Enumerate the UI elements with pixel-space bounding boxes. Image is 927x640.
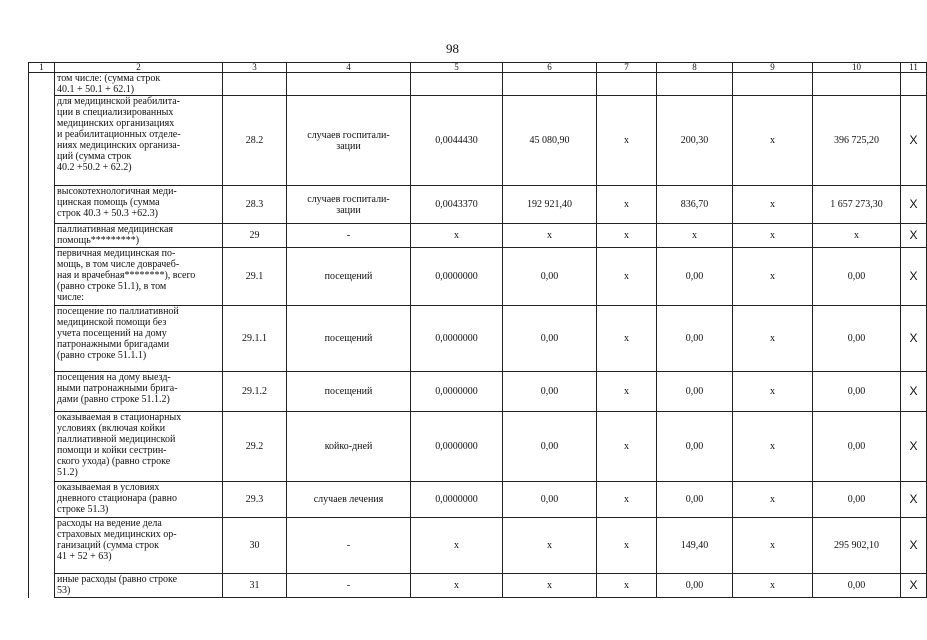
value-cell-7: x [597, 248, 657, 306]
row-code-cell: 29.3 [223, 482, 287, 518]
row-number-cell [29, 96, 55, 186]
table-row [29, 372, 927, 412]
value-cell-9: x [733, 248, 813, 306]
table-row [29, 224, 927, 248]
value-cell-7 [597, 73, 657, 96]
row-code-cell: 30 [223, 518, 287, 574]
value-cell-5: 0,0044430 [411, 96, 503, 186]
value-cell-10 [813, 73, 901, 96]
value-cell-5: x [411, 224, 503, 248]
value-cell-5: 0,0000000 [411, 412, 503, 482]
row-code-cell: 29.2 [223, 412, 287, 482]
value-cell-9: x [733, 518, 813, 574]
row-unit-cell: - [287, 224, 411, 248]
value-cell-6 [503, 73, 597, 96]
value-cell-9: x [733, 96, 813, 186]
value-cell-5: x [411, 574, 503, 598]
row-code-cell: 31 [223, 574, 287, 598]
table-row [29, 306, 927, 372]
row-name-cell: расходы на ведение дела страховых медицинских ор- ганизаций (сумма строк 41 + 52 + 63) [55, 518, 223, 574]
value-cell-5: 0,0000000 [411, 372, 503, 412]
value-cell-5: x [411, 518, 503, 574]
value-cell-8: 0,00 [657, 372, 733, 412]
row-name-cell: первичная медицинская по- мощь, в том числе доврачеб- ная и врачебная********), всего (равно строке 51.1), в том числе: [55, 248, 223, 306]
value-cell-11: X [901, 96, 927, 186]
row-name-cell: высокотехнологичная меди- цинская помощь (сумма строк 40.3 + 50.3 +62.3) [55, 186, 223, 224]
value-cell-7: x [597, 306, 657, 372]
table-row [29, 96, 927, 186]
column-header-3: 3 [223, 63, 287, 73]
page-number: 98 [446, 41, 459, 56]
row-name-cell: посещения на дому выезд- ными патронажными брига- дами (равно строке 51.1.2) [55, 372, 223, 412]
value-cell-10: 0,00 [813, 248, 901, 306]
column-header-8: 8 [657, 63, 733, 73]
row-number-cell [29, 186, 55, 224]
value-cell-11: X [901, 186, 927, 224]
row-name-cell: иные расходы (равно строке 53) [55, 574, 223, 598]
value-cell-7: x [597, 518, 657, 574]
value-cell-7: x [597, 372, 657, 412]
row-unit-cell [287, 73, 411, 96]
column-header-10: 10 [813, 63, 901, 73]
value-cell-6: 0,00 [503, 482, 597, 518]
value-cell-9: x [733, 186, 813, 224]
value-cell-6: 192 921,40 [503, 186, 597, 224]
value-cell-8: 200,30 [657, 96, 733, 186]
column-header-9: 9 [733, 63, 813, 73]
value-cell-8: 0,00 [657, 306, 733, 372]
value-cell-10: 0,00 [813, 574, 901, 598]
row-name-cell: оказываемая в условиях дневного стационара (равно строке 51.3) [55, 482, 223, 518]
value-cell-5: 0,0000000 [411, 306, 503, 372]
column-header-2: 2 [55, 63, 223, 73]
value-cell-8: 0,00 [657, 574, 733, 598]
row-code-cell [223, 73, 287, 96]
value-cell-8: 0,00 [657, 482, 733, 518]
column-header-6: 6 [503, 63, 597, 73]
column-header-4: 4 [287, 63, 411, 73]
row-number-cell [29, 306, 55, 372]
value-cell-7: x [597, 574, 657, 598]
value-cell-7: x [597, 412, 657, 482]
value-cell-6: x [503, 518, 597, 574]
value-cell-9: x [733, 224, 813, 248]
row-code-cell: 29 [223, 224, 287, 248]
row-unit-cell: - [287, 574, 411, 598]
row-name-cell: посещение по паллиативной медицинской помощи без учета посещений на дому патронажными бригадами (равно строке 51.1.1) [55, 306, 223, 372]
row-number-cell [29, 412, 55, 482]
row-code-cell: 28.3 [223, 186, 287, 224]
table-row [29, 412, 927, 482]
table-header-row [29, 63, 927, 73]
row-code-cell: 28.2 [223, 96, 287, 186]
row-number-cell [29, 248, 55, 306]
row-number-cell [29, 372, 55, 412]
value-cell-6: 0,00 [503, 372, 597, 412]
row-unit-cell: - [287, 518, 411, 574]
value-cell-7: x [597, 186, 657, 224]
value-cell-10: 0,00 [813, 412, 901, 482]
value-cell-10: 396 725,20 [813, 96, 901, 186]
row-unit-cell: посещений [287, 372, 411, 412]
value-cell-7: x [597, 224, 657, 248]
table-row [29, 73, 927, 96]
table-row [29, 186, 927, 224]
table-row [29, 482, 927, 518]
row-code-cell: 29.1.2 [223, 372, 287, 412]
value-cell-10: 1 657 273,30 [813, 186, 901, 224]
row-unit-cell: посещений [287, 306, 411, 372]
value-cell-11: X [901, 248, 927, 306]
column-header-7: 7 [597, 63, 657, 73]
value-cell-11: X [901, 372, 927, 412]
row-number-cell [29, 224, 55, 248]
value-cell-11: X [901, 412, 927, 482]
value-cell-10: 0,00 [813, 372, 901, 412]
value-cell-8: 0,00 [657, 412, 733, 482]
value-cell-11 [901, 73, 927, 96]
table-row [29, 518, 927, 574]
table-row [29, 574, 927, 598]
value-cell-11: X [901, 306, 927, 372]
value-cell-8: 836,70 [657, 186, 733, 224]
row-unit-cell: случаев госпитали- зации [287, 186, 411, 224]
value-cell-5: 0,0000000 [411, 482, 503, 518]
value-cell-5 [411, 73, 503, 96]
row-name-cell: оказываемая в стационарных условиях (включая койки паллиативной медицинской помощи и койки сестрин- ского ухода) (равно строке 51.2) [55, 412, 223, 482]
row-name-cell: паллиативная медицинская помощь*********) [55, 224, 223, 248]
value-cell-7: x [597, 96, 657, 186]
value-cell-10: 0,00 [813, 306, 901, 372]
value-cell-11: X [901, 482, 927, 518]
value-cell-5: 0,0000000 [411, 248, 503, 306]
value-cell-5: 0,0043370 [411, 186, 503, 224]
column-header-11: 11 [901, 63, 927, 73]
row-unit-cell: случаев госпитали- зации [287, 96, 411, 186]
value-cell-9: x [733, 574, 813, 598]
value-cell-9: x [733, 412, 813, 482]
data-table [28, 62, 927, 598]
table-row [29, 248, 927, 306]
column-header-5: 5 [411, 63, 503, 73]
value-cell-11: X [901, 574, 927, 598]
row-number-cell [29, 73, 55, 96]
value-cell-8: x [657, 224, 733, 248]
value-cell-11: X [901, 224, 927, 248]
value-cell-10: 0,00 [813, 482, 901, 518]
value-cell-9 [733, 73, 813, 96]
value-cell-9: x [733, 306, 813, 372]
row-number-cell [29, 482, 55, 518]
column-header-1: 1 [29, 63, 55, 73]
value-cell-8: 0,00 [657, 248, 733, 306]
value-cell-6: 0,00 [503, 248, 597, 306]
row-number-cell [29, 574, 55, 598]
value-cell-6: x [503, 224, 597, 248]
row-unit-cell: случаев лечения [287, 482, 411, 518]
value-cell-6: 45 080,90 [503, 96, 597, 186]
value-cell-7: x [597, 482, 657, 518]
table-body [29, 63, 927, 598]
row-name-cell: для медицинской реабилита- ции в специализированных медицинских организациях и реабилитационных отделе- ниях медицинских организа- ций (сумма строк 40.2 +50.2 + 62.2) [55, 96, 223, 186]
value-cell-8 [657, 73, 733, 96]
value-cell-8: 149,40 [657, 518, 733, 574]
row-code-cell: 29.1.1 [223, 306, 287, 372]
row-code-cell: 29.1 [223, 248, 287, 306]
value-cell-10: x [813, 224, 901, 248]
value-cell-6: x [503, 574, 597, 598]
row-number-cell [29, 518, 55, 574]
row-unit-cell: койко-дней [287, 412, 411, 482]
value-cell-10: 295 902,10 [813, 518, 901, 574]
value-cell-6: 0,00 [503, 306, 597, 372]
row-unit-cell: посещений [287, 248, 411, 306]
row-name-cell: том числе: (сумма строк 40.1 + 50.1 + 62.1) [55, 73, 223, 96]
value-cell-6: 0,00 [503, 412, 597, 482]
value-cell-9: x [733, 482, 813, 518]
value-cell-11: X [901, 518, 927, 574]
value-cell-9: x [733, 372, 813, 412]
